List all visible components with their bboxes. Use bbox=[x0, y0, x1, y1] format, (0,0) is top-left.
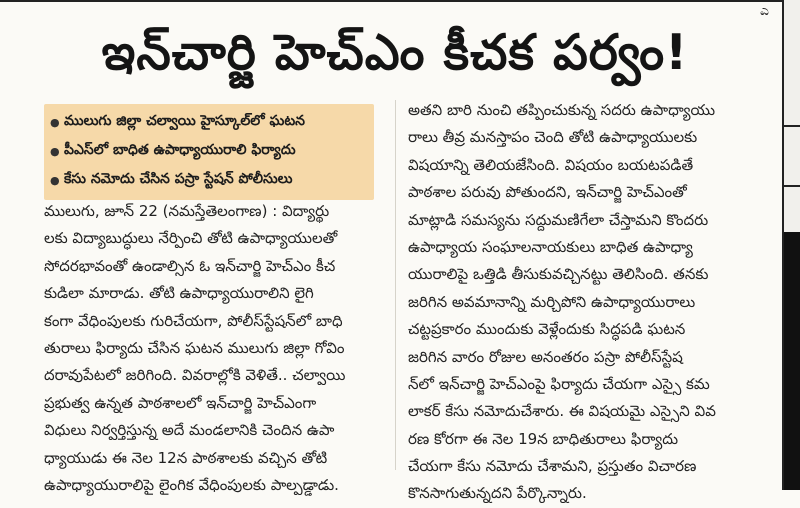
adjacent-column-edge bbox=[782, 0, 800, 490]
article-body-left-column bbox=[44, 198, 379, 499]
bullet-icon: ● bbox=[50, 145, 60, 158]
bullet-icon: ● bbox=[50, 174, 60, 187]
body-line: ప్రభుత్వ ఉన్నత పాఠశాలలో ఇన్‌చార్జి హెచ్‌ఎంగా bbox=[44, 393, 317, 412]
body-line: కుడిలా మారాడు. తోటి ఉపాధ్యాయురాలిని లైగి bbox=[44, 284, 314, 303]
highlight-item bbox=[50, 137, 368, 166]
body-line: ఉపాధ్యాయ సంఘాలనాయకులు బాధిత ఉపాధ్యా bbox=[408, 237, 693, 256]
highlight-item bbox=[50, 166, 368, 195]
rule-horizontal bbox=[782, 185, 800, 187]
body-line: ఉపాధ్యాయురాలిపై లైంగిక వేధింపులకు పాల్పడ్డాడు. bbox=[44, 475, 339, 494]
top-rule bbox=[0, 0, 782, 2]
body-line: చేయగా కేసు నమోదు చేశామని, ప్రస్తుతం విచారణ bbox=[408, 457, 697, 476]
body-line: చట్టప్రకారం ముందుకు వెళ్లేందుకు సిద్ధపడి ఘటన bbox=[408, 320, 686, 339]
article-body-right-column bbox=[408, 97, 763, 508]
body-line: అతని బారి నుంచి తప్పించుకున్న సదరు ఉపాధ్యాయు bbox=[408, 101, 716, 119]
body-line: కంగా వేధింపులకు గురిచేయగా, పోలీస్‌స్టేషన్‌లో బాధి bbox=[44, 311, 343, 330]
highlights-box bbox=[44, 104, 374, 200]
body-line: పాఠశాల పరువు పోతుందని, ఇన్‌చార్జి హెచ్‌ఎంతో bbox=[408, 183, 687, 202]
body-line: రణ కోరగా ఈ నెల 19న బాధితురాలు ఫిర్యాదు bbox=[408, 429, 679, 448]
highlight-text: పీఎస్‌లో బాధిత ఉపాధ్యాయురాలి ఫిర్యాదు bbox=[64, 142, 296, 158]
body-line: లాకర్ కేసు నమోదుచేశారు. ఈ విషయమై ఎస్సైని వివ bbox=[408, 402, 716, 421]
body-line: మాట్లాడి సమస్యను సద్దుమణిగేలా చేస్తామని కొందరు bbox=[408, 210, 709, 229]
body-line: దరావుపేటలో జరిగింది. వివరాల్లోకి వెళితే.. చల్వాయి bbox=[44, 366, 346, 385]
rule-horizontal bbox=[782, 125, 800, 127]
highlight-text: కేసు నమోదు చేసిన పస్రా స్టేషన్ పోలీసులు bbox=[64, 171, 293, 187]
body-line: తురాలు ఫిర్యాదు చేసిన ఘటన ములుగు జిల్లా గోవిం bbox=[44, 338, 345, 357]
body-line: విషయాన్ని తెలియజేసింది. విషయం బయటపడితే bbox=[408, 155, 694, 174]
body-line: యురాలిపై ఒత్తిడి తీసుకువచ్చినట్టు తెలిసింది. తనకు bbox=[408, 265, 709, 284]
body-line: లకు విద్యాబుద్ధులు నేర్పించి తోటి ఉపాధ్యాయులతో bbox=[44, 229, 338, 248]
body-line: సోదరభావంతో ఉండాల్సిన ఓ ఇన్‌చార్జి హెచ్‌ఎం కీచ bbox=[44, 256, 336, 275]
body-line: ములుగు, జూన్ 22 (నమస్తేతెలంగాణ) : విద్యార్థు bbox=[44, 202, 330, 220]
body-line: జరిగిన అవమానాన్ని మర్చిపోని ఉపాధ్యాయురాలు bbox=[408, 292, 696, 311]
adjacent-text-fragment: ಎ bbox=[760, 3, 769, 19]
body-line: జరిగిన వారం రోజుల అనంతరం పస్రా పోలీస్‌స్టేష bbox=[408, 347, 683, 366]
highlight-text: ములుగు జిల్లా చల్వాయి హైస్కూల్‌లో ఘటన bbox=[64, 113, 305, 129]
bullet-icon: ● bbox=[50, 116, 60, 129]
adjacent-dark-box bbox=[784, 232, 800, 490]
highlight-item bbox=[50, 108, 368, 137]
body-line: న్‌లో ఇన్‌చార్జి హెచ్‌ఎంపై ఫిర్యాదు చేయగా ఎస్సై కమ bbox=[408, 374, 710, 393]
body-line: కొనసాగుతున్నదని పేర్కొన్నారు. bbox=[408, 484, 587, 503]
body-line: రాలు తీవ్ర మనస్తాపం చెంది తోటి ఉపాధ్యాయులకు bbox=[408, 128, 698, 147]
column-divider bbox=[395, 100, 396, 470]
headline: ఇన్‌చార్జి హెచ్‌ఎం కీచక పర్వం! bbox=[101, 23, 689, 81]
body-line: విధులు నిర్వర్తిస్తున్న అదే మండలానికి చెందిన ఉపా bbox=[44, 421, 335, 440]
body-line: ధ్యాయుడు ఈ నెల 12న పాఠశాలకు వచ్చిన తోటి bbox=[44, 448, 328, 467]
